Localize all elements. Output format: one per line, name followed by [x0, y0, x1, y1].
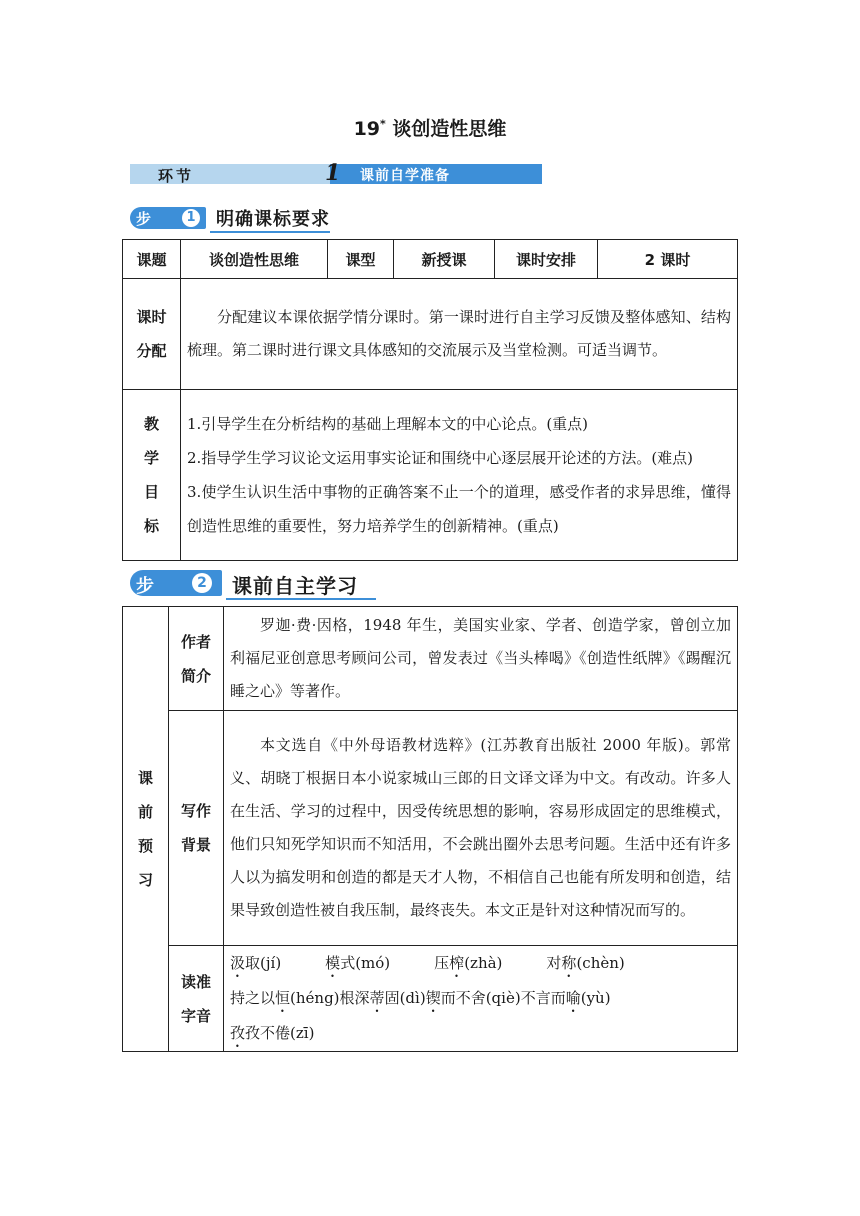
emphasized-char: 蒂 [369, 989, 385, 1007]
cell-label-allocation [123, 279, 181, 390]
pronunciation-item: 锲而不舍(qiè) [425, 989, 521, 1007]
course-standard-table [122, 239, 738, 561]
cell-allocation-text: 分配建议本课依据学情分课时。第一课时进行自主学习反馈及整体感知、结构梳理。第二课时进行课文具体感知的交流展示及当堂检测。可适当调节。 [181, 279, 738, 390]
title-number: 19 [353, 118, 381, 140]
cell-type-value: 新授课 [394, 240, 495, 279]
step-tag: 步骤 [136, 576, 155, 623]
cell-pronunciation [224, 946, 738, 1052]
step-title: 明确课标要求 [216, 209, 330, 230]
emphasized-char: 喻 [565, 989, 581, 1007]
pronunciation-item: 孜孜不倦(zī) [230, 1024, 315, 1042]
label-line: 习 [137, 871, 153, 889]
page-title [0, 114, 860, 141]
table-row [123, 279, 738, 390]
table-row [123, 240, 738, 279]
cell-label-schedule: 课时安排 [495, 240, 598, 279]
emphasized-char: 模 [325, 954, 341, 972]
pronunciation-line [230, 1016, 731, 1051]
pronunciation-item: 根深蒂固(dì) [339, 989, 426, 1007]
objective-item: 3.使学生认识生活中事物的正确答案不止一个的道理，感受作者的求异思维，懂得创造性思维的重要性，努力培养学生的创新精神。(重点) [187, 483, 731, 535]
banner-number: 1 [325, 160, 341, 186]
title-asterisk: * [380, 117, 386, 131]
label-line: 教 [143, 415, 159, 433]
banner-label: 课前自学准备 [360, 168, 450, 184]
label-line: 课时 [136, 308, 167, 326]
label-line: 背景 [180, 836, 211, 854]
emphasized-char: 称 [561, 954, 577, 972]
cell-label-topic: 课题 [123, 240, 181, 279]
label-line: 前 [137, 803, 153, 821]
cell-background-text: 本文选自《中外母语教材选粹》(江苏教育出版社 2000 年版)。郭常义、胡晓丁根据日本小说家城山三郎的日文译文译为中文。有改动。许多人在生活、学习的过程中，因受传统思想的影响，容易形成固定的思维模式，他们只知死学知识而不知活用，不会跳出圈外去思考问题。生活中还有许多人以为搞发明和创造的都是天才人物，不相信自己也能有所发明和创造，结果导致创造性被自我压制，最终丧失。本文正是针对这种情况而写的。 [224, 711, 738, 946]
label-line: 预 [137, 837, 153, 855]
cell-label-objectives [123, 390, 181, 561]
step-underline [210, 231, 330, 233]
emphasized-char: 孜 [230, 1024, 246, 1042]
emphasized-char: 汲 [230, 954, 246, 972]
objective-item: 2.指导学生学习议论文运用事实论证和围绕中心逐层展开论述的方法。(难点) [187, 449, 694, 467]
cell-author-text: 罗迦·费·因格，1948 年生，美国实业家、学者、创造学家，曾创立加利福尼亚创意思考顾问公司，曾发表过《当头棒喝》《创造性纸牌》《踢醒沉睡之心》等著作。 [224, 607, 738, 711]
pronunciation-item: 模式(mó) [325, 954, 391, 972]
objective-item: 1.引导学生在分析结构的基础上理解本文的中心论点。(重点) [187, 415, 589, 433]
table-row [123, 607, 738, 711]
cell-objectives [181, 390, 738, 561]
pronunciation-item: 持之以恒(héng) [230, 989, 340, 1007]
step-number-badge: 1 [182, 209, 200, 227]
emphasized-char: 锲 [425, 989, 441, 1007]
label-line: 简介 [180, 666, 211, 685]
label-line: 学 [143, 449, 159, 467]
pronunciation-item: 汲取(jí) [230, 954, 282, 972]
table-row [123, 390, 738, 561]
label-line: 课 [137, 769, 153, 787]
label-line: 标 [143, 517, 159, 535]
table-row [123, 711, 738, 946]
cell-label-background [169, 711, 224, 946]
cell-label-type: 课型 [328, 240, 394, 279]
pronunciation-item: 压榨(zhà) [434, 954, 503, 972]
title-text: 谈创造性思维 [385, 118, 507, 140]
step-title: 课前自主学习 [232, 574, 358, 598]
label-line: 读准 [180, 972, 211, 991]
label-line: 分配 [136, 342, 167, 360]
label-line: 目 [143, 483, 159, 501]
emphasized-char: 榨 [449, 954, 465, 972]
cell-schedule-value: 2 课时 [598, 240, 738, 279]
pronunciation-item: 对称(chèn) [546, 954, 625, 972]
step-tag: 步骤 [136, 210, 153, 249]
label-line: 作者 [180, 632, 211, 651]
label-line: 字音 [180, 1006, 211, 1025]
pronunciation-line [230, 946, 731, 981]
emphasized-char: 恒 [275, 989, 291, 1007]
step-underline [226, 598, 376, 600]
label-line: 写作 [180, 802, 211, 820]
banner-prefix: 环节 [158, 167, 195, 185]
pronunciation-line [230, 981, 731, 1016]
step-number-badge: 2 [192, 573, 212, 593]
cell-topic-value: 谈创造性思维 [181, 240, 328, 279]
cell-label-author [169, 607, 224, 711]
section-banner [130, 160, 542, 186]
cell-label-pronunciation [169, 946, 224, 1052]
preview-table [122, 606, 738, 1052]
cell-label-preview [123, 607, 169, 1052]
pronunciation-item: 不言而喻(yù) [520, 989, 611, 1007]
table-row [123, 946, 738, 1052]
